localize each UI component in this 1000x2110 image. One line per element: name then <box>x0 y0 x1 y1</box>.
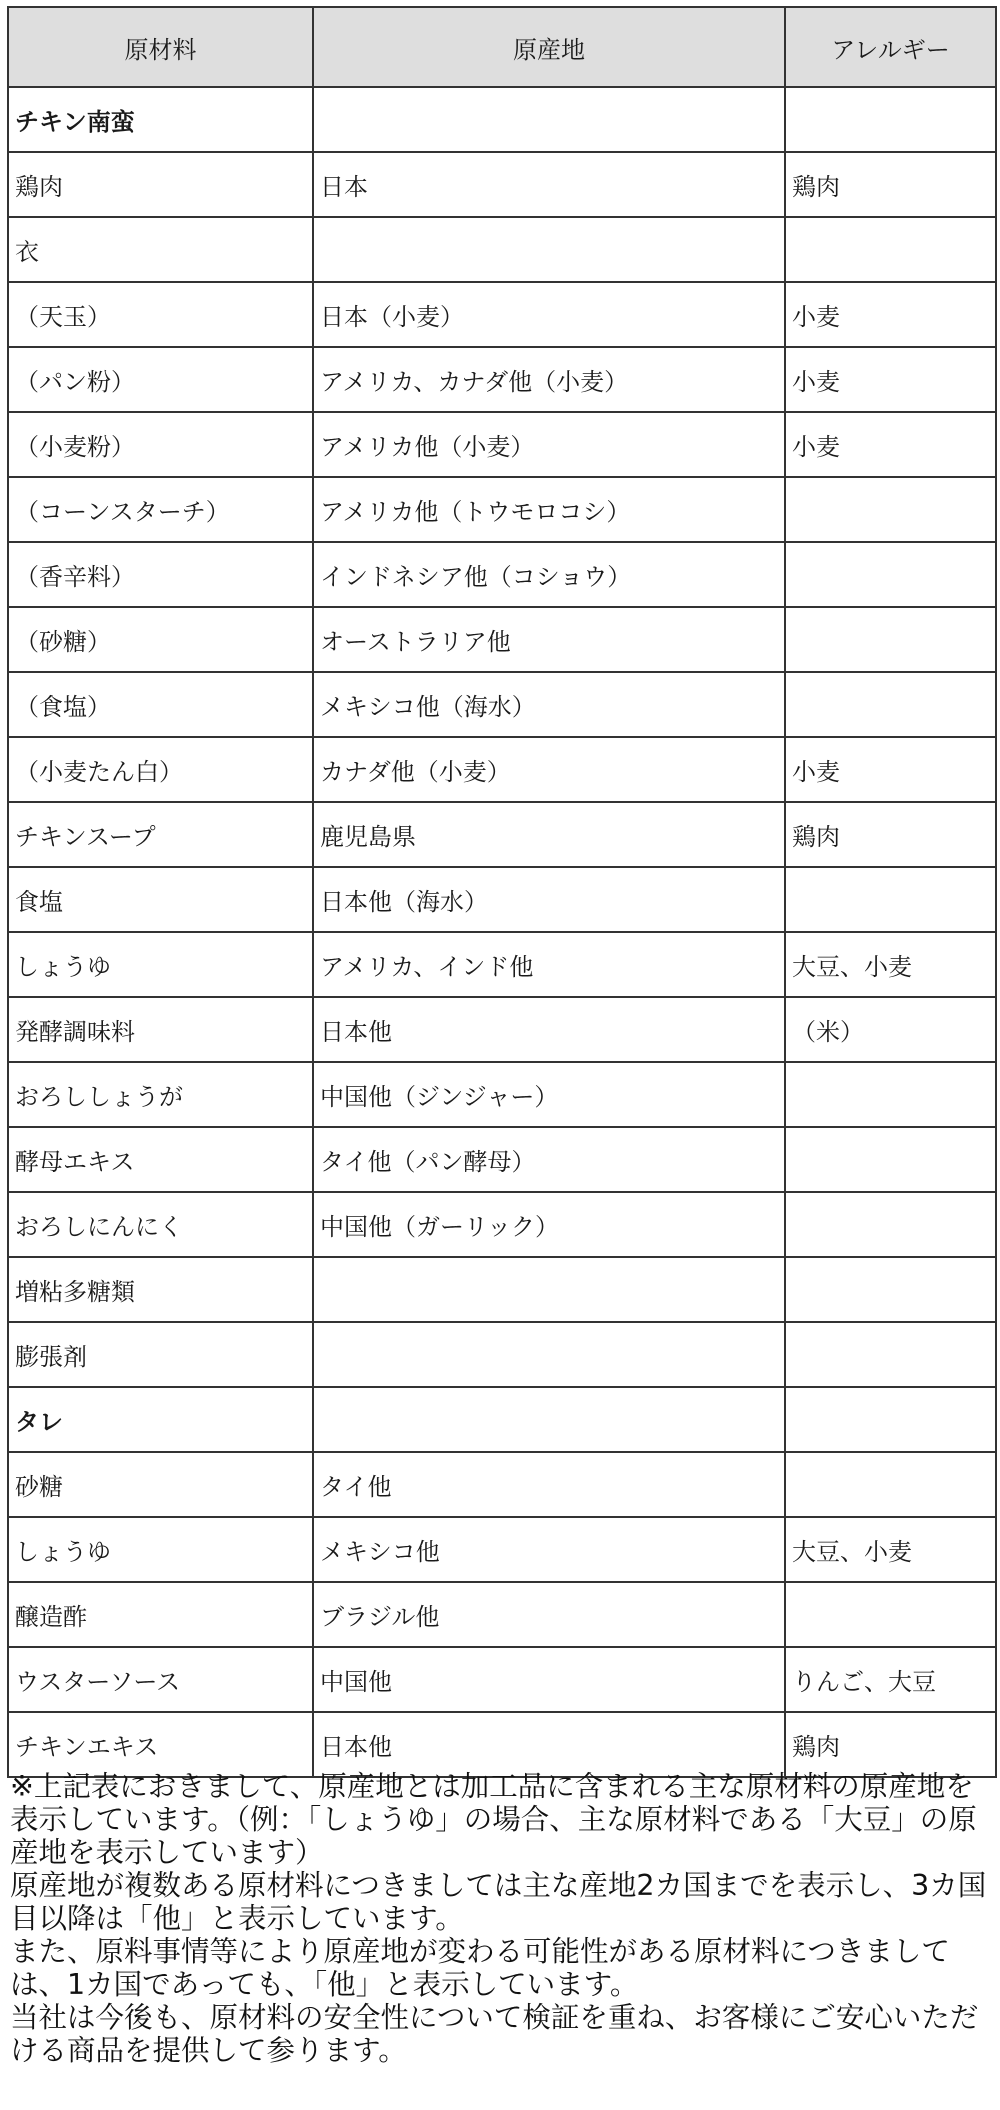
table-row <box>8 607 996 672</box>
cell-origin: カナダ他（小麦） <box>313 737 785 802</box>
cell-allergen: 鶏肉 <box>785 152 996 217</box>
cell-allergen <box>785 1582 996 1647</box>
cell-ingredient: （小麦粉） <box>8 412 313 477</box>
cell-allergen: （米） <box>785 997 996 1062</box>
cell-allergen <box>785 1452 996 1517</box>
table-row <box>8 1517 996 1582</box>
cell-ingredient: 砂糖 <box>8 1452 313 1517</box>
table-row <box>8 152 996 217</box>
cell-ingredient: チキンエキス <box>8 1712 313 1777</box>
footnote: また、原料事情等により原産地が変わる可能性がある原材料につきましては、1カ国であっても、「他」と表示しています。 <box>10 1935 950 2001</box>
cell-allergen: 小麦 <box>785 347 996 412</box>
cell-origin: オーストラリア他 <box>313 607 785 672</box>
table-row <box>8 542 996 607</box>
table-row <box>8 867 996 932</box>
cell-origin: アメリカ他（小麦） <box>313 412 785 477</box>
cell-allergen <box>785 1322 996 1387</box>
cell-origin: アメリカ、インド他 <box>313 932 785 997</box>
table-row <box>8 802 996 867</box>
table-row <box>8 1322 996 1387</box>
cell-origin: 日本他 <box>313 997 785 1062</box>
cell-origin: 日本他 <box>313 1712 785 1777</box>
table-row <box>8 1062 996 1127</box>
cell-allergen: 大豆、小麦 <box>785 1517 996 1582</box>
cell-allergen <box>785 1257 996 1322</box>
table-header-row <box>8 7 996 87</box>
cell-ingredient: 増粘多糖類 <box>8 1257 313 1322</box>
header-allergen: アレルギー <box>785 7 996 87</box>
table-row <box>8 1257 996 1322</box>
cell-ingredient: 膨張剤 <box>8 1322 313 1387</box>
cell-allergen <box>785 1192 996 1257</box>
cell-allergen <box>785 607 996 672</box>
ingredients-table <box>7 6 997 1778</box>
cell-ingredient: チキン南蛮 <box>8 87 313 152</box>
table-row <box>8 282 996 347</box>
cell-origin: インドネシア他（コショウ） <box>313 542 785 607</box>
cell-ingredient: （天玉） <box>8 282 313 347</box>
cell-allergen <box>785 1387 996 1452</box>
cell-origin: タイ他（パン酵母） <box>313 1127 785 1192</box>
cell-ingredient: 醸造酢 <box>8 1582 313 1647</box>
cell-allergen <box>785 672 996 737</box>
cell-origin <box>313 87 785 152</box>
cell-allergen <box>785 477 996 542</box>
cell-allergen: 大豆、小麦 <box>785 932 996 997</box>
cell-origin: 中国他（ジンジャー） <box>313 1062 785 1127</box>
table-row <box>8 412 996 477</box>
table-row <box>8 347 996 412</box>
cell-allergen <box>785 867 996 932</box>
table-row <box>8 1127 996 1192</box>
footnote: 当社は今後も、原材料の安全性について検証を重ね、お客様にご安心いただける商品を提供して参ります。 <box>10 2001 979 2067</box>
cell-origin: タイ他 <box>313 1452 785 1517</box>
cell-ingredient: しょうゆ <box>8 1517 313 1582</box>
cell-allergen <box>785 542 996 607</box>
cell-origin: ブラジル他 <box>313 1582 785 1647</box>
cell-ingredient: 衣 <box>8 217 313 282</box>
cell-allergen: 小麦 <box>785 282 996 347</box>
cell-ingredient: （コーンスターチ） <box>8 477 313 542</box>
table-row <box>8 1582 996 1647</box>
cell-origin <box>313 217 785 282</box>
cell-ingredient: 発酵調味料 <box>8 997 313 1062</box>
cell-origin <box>313 1257 785 1322</box>
header-origin: 原産地 <box>313 7 785 87</box>
cell-origin: メキシコ他（海水） <box>313 672 785 737</box>
table-section-row <box>8 1387 996 1452</box>
cell-ingredient: （パン粉） <box>8 347 313 412</box>
cell-allergen <box>785 1062 996 1127</box>
footnote: ※上記表におきまして、原産地とは加工品に含まれる主な原材料の原産地を表示しています。（例：「しょうゆ」の場合、主な原材料である「大豆」の原産地を表示しています） <box>10 1770 977 1869</box>
cell-ingredient: 酵母エキス <box>8 1127 313 1192</box>
cell-origin: メキシコ他 <box>313 1517 785 1582</box>
cell-allergen <box>785 1127 996 1192</box>
cell-ingredient: 食塩 <box>8 867 313 932</box>
header-ingredient: 原材料 <box>8 7 313 87</box>
table-row <box>8 477 996 542</box>
cell-ingredient: ウスターソース <box>8 1647 313 1712</box>
cell-ingredient: 鶏肉 <box>8 152 313 217</box>
table-section-row <box>8 87 996 152</box>
cell-origin: 中国他（ガーリック） <box>313 1192 785 1257</box>
cell-origin: 日本他（海水） <box>313 867 785 932</box>
footnote: 原産地が複数ある原材料につきましては主な産地2カ国までを表示し、3カ国目以降は「他」と表示しています。 <box>10 1869 987 1935</box>
table-row <box>8 1192 996 1257</box>
cell-allergen: 小麦 <box>785 412 996 477</box>
cell-origin <box>313 1322 785 1387</box>
table-row <box>8 932 996 997</box>
cell-ingredient: おろししょうが <box>8 1062 313 1127</box>
cell-origin: 日本 <box>313 152 785 217</box>
table-row <box>8 1647 996 1712</box>
cell-origin: アメリカ他（トウモロコシ） <box>313 477 785 542</box>
cell-allergen: 鶏肉 <box>785 1712 996 1777</box>
cell-allergen <box>785 87 996 152</box>
cell-ingredient: （香辛料） <box>8 542 313 607</box>
cell-ingredient: タレ <box>8 1387 313 1452</box>
cell-ingredient: しょうゆ <box>8 932 313 997</box>
table-row <box>8 672 996 737</box>
cell-allergen: 小麦 <box>785 737 996 802</box>
cell-allergen: りんご、大豆 <box>785 1647 996 1712</box>
footnotes <box>10 1770 995 2067</box>
cell-origin: 日本（小麦） <box>313 282 785 347</box>
cell-origin: アメリカ、カナダ他（小麦） <box>313 347 785 412</box>
cell-allergen <box>785 217 996 282</box>
cell-ingredient: （食塩） <box>8 672 313 737</box>
table-row <box>8 1452 996 1517</box>
cell-origin: 中国他 <box>313 1647 785 1712</box>
cell-origin: 鹿児島県 <box>313 802 785 867</box>
table-row <box>8 217 996 282</box>
cell-ingredient: （小麦たん白） <box>8 737 313 802</box>
cell-ingredient: チキンスープ <box>8 802 313 867</box>
cell-allergen: 鶏肉 <box>785 802 996 867</box>
table-row <box>8 997 996 1062</box>
cell-origin <box>313 1387 785 1452</box>
cell-ingredient: おろしにんにく <box>8 1192 313 1257</box>
table-row <box>8 737 996 802</box>
table-row <box>8 1712 996 1777</box>
cell-ingredient: （砂糖） <box>8 607 313 672</box>
